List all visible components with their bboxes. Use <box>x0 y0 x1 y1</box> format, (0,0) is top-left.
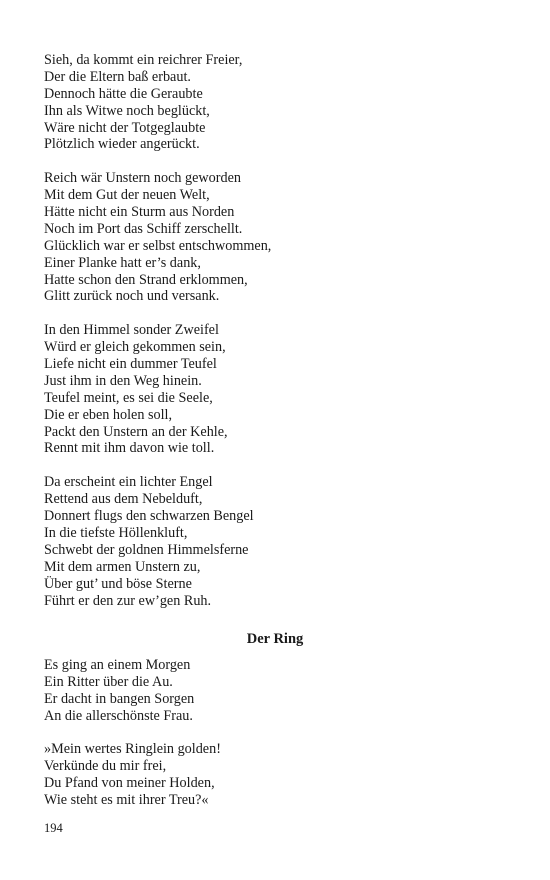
stanza <box>44 474 504 609</box>
verse-line: Schwebt der goldnen Himmelsferne <box>44 541 249 558</box>
verse-line: Die er eben holen soll, <box>44 406 173 423</box>
verse-line: Einer Planke hatt er’s dank, <box>44 254 201 271</box>
poem-part-2 <box>44 657 504 809</box>
verse-line: Teufel meint, es sei die Seele, <box>44 389 213 406</box>
verse-line: Rettend aus dem Nebelduft, <box>44 491 203 508</box>
verse-line: Glücklich war er selbst entschwommen, <box>44 237 272 254</box>
verse-line: Hätte nicht ein Sturm aus Norden <box>44 204 235 221</box>
verse-line: Donnert flugs den schwarzen Bengel <box>44 508 254 525</box>
verse-line: Mit dem Gut der neuen Welt, <box>44 187 210 204</box>
verse-line: Packt den Unstern an der Kehle, <box>44 423 228 440</box>
verse-line: Würd er gleich gekommen sein, <box>44 339 226 356</box>
verse-line: Ein Ritter über die Au. <box>44 673 173 690</box>
verse-line: Ihn als Witwe noch beglückt, <box>44 102 210 119</box>
poem-part-1 <box>44 52 504 609</box>
stanza-gap <box>44 305 504 322</box>
page-number: 194 <box>44 821 63 835</box>
stanza <box>44 322 504 457</box>
verse-line: Verkünde du mir frei, <box>44 758 167 775</box>
stanza <box>44 657 504 725</box>
verse-line: Es ging an einem Morgen <box>44 657 191 673</box>
verse-line: In die tiefste Höllenkluft, <box>44 524 188 541</box>
verse-line: Glitt zurück noch und versank. <box>44 288 220 305</box>
verse-line: Liefe nicht ein dummer Teufel <box>44 356 217 373</box>
verse-line: Mit dem armen Unstern zu, <box>44 558 201 575</box>
verse-line: Rennt mit ihm davon wie toll. <box>44 440 215 457</box>
verse-line: Noch im Port das Schiff zerschellt. <box>44 220 243 237</box>
verse-line: »Mein wertes Ringlein golden! <box>44 741 221 758</box>
verse-line: Über gut’ und böse Sterne <box>44 575 192 592</box>
verse-line: Du Pfand von meiner Holden, <box>44 775 215 792</box>
verse-line: Reich wär Unstern noch geworden <box>44 170 241 187</box>
stanza <box>44 741 504 809</box>
stanza <box>44 170 504 305</box>
verse-line: Der die Eltern baß erbaut. <box>44 68 191 85</box>
stanza-gap <box>44 457 504 474</box>
verse-line: Sieh, da kommt ein reichrer Freier, <box>44 52 243 68</box>
verse-line: Plötzlich wieder angerückt. <box>44 136 200 153</box>
verse-line: An die allerschönste Frau. <box>44 707 193 724</box>
verse-line: Dennoch hätte die Geraubte <box>44 85 203 102</box>
stanza-gap <box>44 153 504 170</box>
stanza <box>44 52 504 153</box>
verse-line: Hatte schon den Strand erklommen, <box>44 271 248 288</box>
verse-line: Just ihm in den Weg hinein. <box>44 372 202 389</box>
poem-title: Der Ring <box>246 631 304 647</box>
verse-line: Wäre nicht der Totgeglaubte <box>44 119 206 136</box>
verse-line: Führt er den zur ew’gen Ruh. <box>44 592 212 609</box>
verse-line: Er dacht in bangen Sorgen <box>44 690 195 707</box>
stanza-gap <box>44 725 504 742</box>
verse-line: In den Himmel sonder Zweifel <box>44 322 219 339</box>
verse-line: Da erscheint ein lichter Engel <box>44 474 213 491</box>
verse-line: Wie steht es mit ihrer Treu?« <box>44 792 209 809</box>
